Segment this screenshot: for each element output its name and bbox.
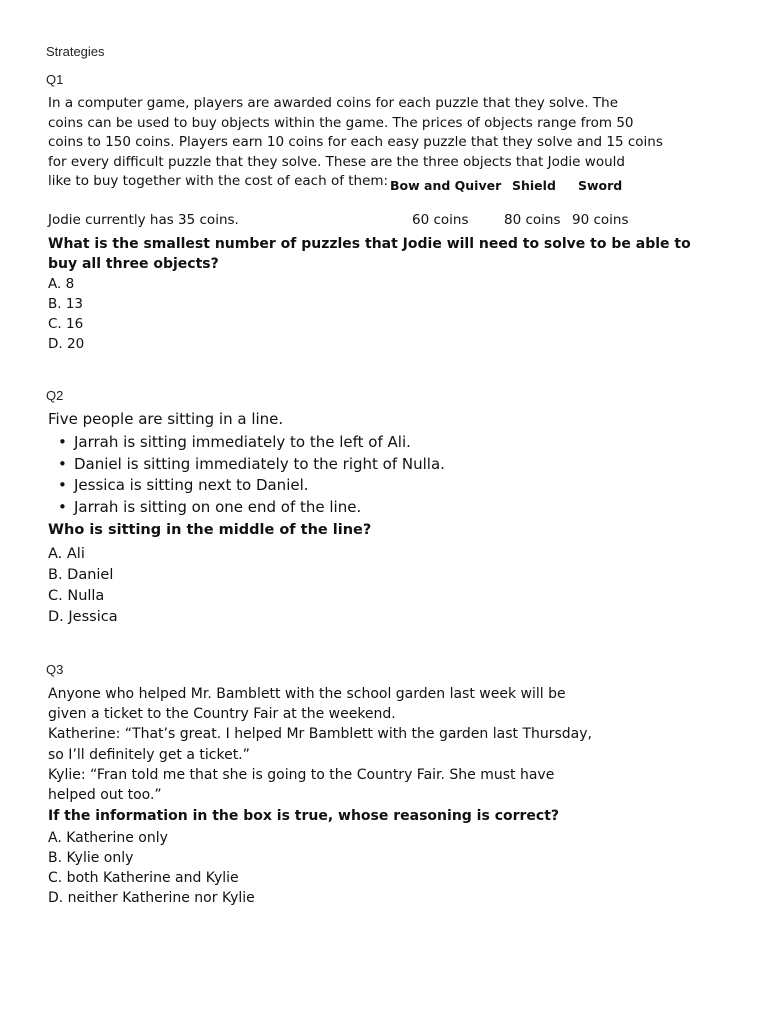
question-3-text-line: Kylie: “Fran told me that she is going to the Country Fair. She must have	[48, 766, 555, 783]
question-3-text-line: so I’ll definitely get a ticket.”	[48, 746, 250, 763]
clue-text: Jarrah is sitting on one end of the line.	[74, 497, 362, 516]
question-2-label: Q2	[46, 388, 64, 403]
question-3-text-line: Anyone who helped Mr. Bamblett with the school garden last week will be	[48, 686, 566, 702]
question-2-intro: Five people are sitting in a line.	[48, 410, 284, 428]
question-3-text-line: given a ticket to the Country Fair at the weekend.	[48, 706, 396, 723]
question-3-text	[48, 684, 592, 805]
answer-option: D. 20	[48, 336, 85, 352]
question-1-coins-line: Jodie currently has 35 coins.	[48, 212, 239, 228]
question-1-text-line: for every difficult puzzle that they solve. These are the three objects that Jodie would	[48, 153, 625, 170]
question-1-text-line: coins to 150 coins. Players earn 10 coins for each easy puzzle that they solve and 15 coins	[48, 134, 663, 150]
answer-option: B. Kylie only	[48, 850, 134, 866]
clue-text: Jarrah is sitting immediately to the left of Ali.	[74, 433, 411, 451]
clue-item	[58, 454, 445, 476]
clue-item	[58, 432, 445, 454]
bullet-icon: •	[58, 433, 67, 451]
question-3-label: Q3	[46, 662, 64, 677]
clue-item	[58, 497, 445, 519]
question-1-prompt-line: What is the smallest number of puzzles that Jodie will need to solve to be able to	[48, 236, 691, 252]
answer-option: C. 16	[48, 316, 84, 332]
clue-text: Daniel is sitting immediately to the right of Nulla.	[74, 454, 445, 473]
question-1-label: Q1	[46, 72, 64, 87]
answer-option: C. Nulla	[48, 588, 105, 604]
clue-text: Jessica is sitting next to Daniel.	[74, 476, 309, 494]
bullet-icon: •	[58, 476, 67, 494]
clue-item	[58, 475, 445, 497]
answer-option: A. Katherine only	[48, 830, 168, 846]
question-3-text-line: Katherine: “That’s great. I helped Mr Bamblett with the garden last Thursday,	[48, 726, 592, 743]
cost-sword: 90 coins	[572, 212, 629, 228]
cost-bow-and-quiver: 60 coins	[412, 212, 469, 228]
answer-option: B. 13	[48, 296, 84, 312]
question-1-prompt-line: buy all three objects?	[48, 256, 219, 272]
answer-option: D. Jessica	[48, 609, 118, 625]
question-1-prompt	[48, 234, 691, 274]
answer-option: A. Ali	[48, 546, 85, 562]
bullet-icon: •	[58, 497, 67, 516]
item-sword: Sword	[578, 178, 623, 193]
question-3-text-line: helped out too.”	[48, 787, 162, 804]
question-1-text-line: In a computer game, players are awarded coins for each puzzle that they solve. The	[48, 95, 619, 111]
question-3-prompt: If the information in the box is true, whose reasoning is correct?	[48, 808, 560, 824]
answer-option: C. both Katherine and Kylie	[48, 870, 239, 886]
answer-option: B. Daniel	[48, 567, 114, 583]
question-1-text-line: like to buy together with the cost of each of them:	[48, 173, 389, 189]
cost-shield: 80 coins	[504, 212, 561, 228]
question-1-text-line: coins can be used to buy objects within the game. The prices of objects range from 50	[48, 114, 634, 131]
bullet-icon: •	[58, 454, 67, 473]
question-2-clues	[58, 432, 445, 518]
question-2-options	[48, 544, 118, 628]
question-1-options	[48, 274, 84, 354]
question-2-prompt: Who is sitting in the middle of the line?	[48, 522, 372, 538]
answer-option: D. neither Katherine nor Kylie	[48, 890, 255, 906]
question-1-text	[48, 94, 663, 192]
answer-option: A. 8	[48, 276, 75, 292]
question-3-options	[48, 828, 255, 908]
item-shield: Shield	[512, 178, 556, 193]
item-bow-and-quiver: Bow and Quiver	[390, 178, 502, 193]
document-heading: Strategies	[46, 44, 105, 59]
